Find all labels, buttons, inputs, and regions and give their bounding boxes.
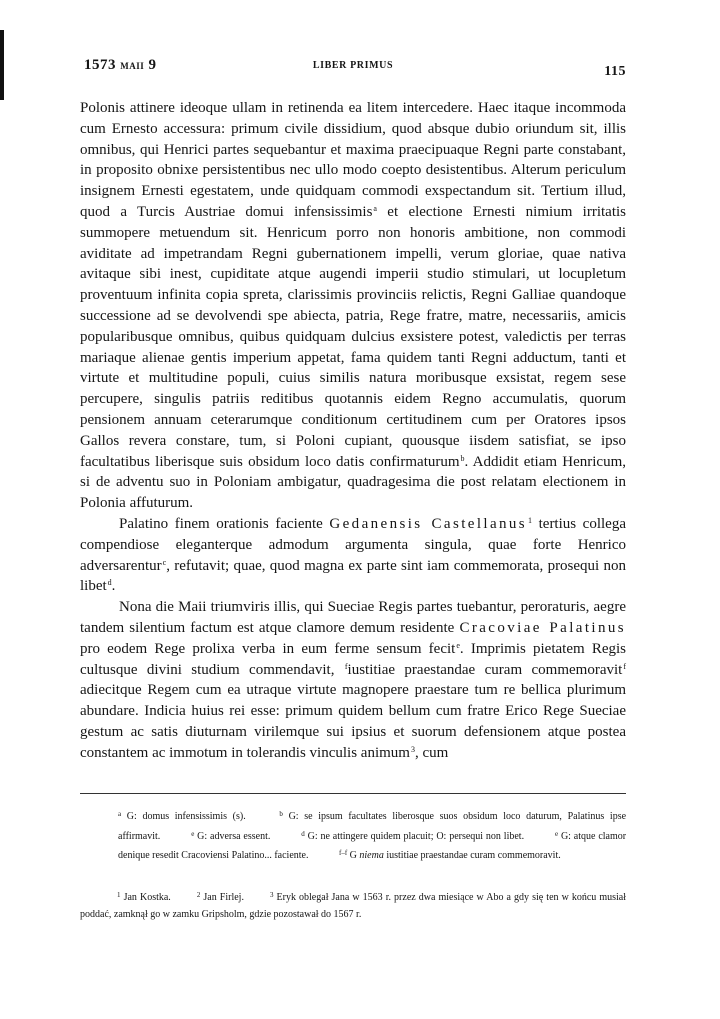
variant-sign: b (460, 453, 465, 463)
paragraph: Palatino finem orationis faciente Gedanensis Castellanus$^1$ tertius collega compendiose eleganterque admodum argumenta singula, quae forte Henrico adversarentur$^c$, refutavit; quae, quod magna ex parte sint iam commemorata, prosequi non libet$^d$. (80, 515, 626, 595)
variant-sign: f (623, 661, 626, 671)
footnote-rule (80, 793, 626, 794)
footnote: $^1$ Jan Kostka. (117, 891, 171, 903)
spaced-name: Cracoviae Palatinus (459, 619, 626, 636)
variant-sign: f (344, 661, 348, 671)
variant-note: $^e$ G: atque clamor denique resedit Cracoviensi Palatino... faciente. (118, 829, 627, 861)
footnote: $^3$ Eryk oblegał Jana w 1563 r. przez dwa miesiące w Abo a gdy się ten w końcu musiał poddać, zamknął go w zamku Gripsholm, gdzie pozostawał do 1567 r. (80, 891, 627, 920)
variant-note: $^b$ G: se ipsum facultates liberosque suos obsidum loco daturum, Palatinus ipse affirmavit. (118, 810, 627, 842)
paragraph: Polonis attinere ideoque ullam in retinenda ea litem intercedere. Haec itaque incommoda cum Ernesto accessura: primum civile dissidium, quod absque dubio oriundum sit, illis omnibus, qui Henrici partes sequebantur et maxima praecipuaque Regni parte constabant, in proposito obnixe persistentibus nec ullo modo coepto desistentibus. Alterum periculum insignem Ernesti egestatem, unde quidquam commodi exspectandum sit. Tertium illud, quod a Turcis Austriae domui infensissimis$^a$ et electione Ernesti nimium irritatis summopere metuendum sit. Henricum porro non honoris ambitione, non commodi aviditate ad impetrandam Regni gubernationem impelli, verum gloriae, quae nativa avitaque sibi inest, cupiditate atque augendi imperii studio stimulari, ut locupletum proventuum infinita copia spreta, clarissimis provinciis relictis, Regni Galliae quandoque successione ad se devolvendi spe abiecta, patria, Rege fratre, matre, necessariis, amicis popularibusque omnibus, quibus quidquam dulcius exsistere potest, valedictis per terras mariaque alienae gentis imperium appetat, fama quidem tanti Regni adductum, tanti et virtute et multitudine populi, cuius similis natura moribusque exsistat, regem sese percupere, singulis patriis reditibus quotannis eidem Regno accumulatis, quorum pensionem annuam ceterarumque conditionum certitudinem cum per Oratores ipsos Gallos revera constare, tum, si Poloni cupiant, quousque iisdem satisfiat, se ipso facultatibus liberisque suis obsidum loco datis confirmaturum$^b$. Addidit etiam Henricum, si de adventu suo in Poloniam ambigatur, quadragesima die post relatam electionem in Polonia affuturum. (80, 100, 626, 512)
variant-sign: a (373, 203, 377, 213)
variant-note: $^e$ G: adversa essent. (191, 829, 271, 842)
variant-note: $^d$ G: ne attingere quidem placuit; O: persequi non libet. (301, 829, 525, 842)
running-head-title: LIBER PRIMUS (312, 60, 394, 71)
variant-apparatus (118, 806, 626, 865)
body-text (80, 98, 626, 764)
variant-sign: c (162, 557, 167, 567)
footnote: $^2$ Jan Firlej. (196, 891, 244, 903)
running-head-year: 1573 (84, 57, 116, 73)
running-head-day: 9 (148, 57, 157, 73)
variant-sign: d (107, 578, 112, 588)
spaced-name: Gedanensis Castellanus (329, 515, 528, 532)
variant-note: $^a$ G: domus infensissimis (s). (118, 810, 246, 822)
variant-sign: e (456, 640, 460, 650)
footnote-block (80, 887, 626, 923)
variant-note: $^{f-f}$ G niema iustitiae praestandae curam commemoravit. (339, 849, 561, 861)
running-head-month: MAII (120, 61, 145, 71)
footnote-sign: 1 (528, 515, 533, 525)
page-spine-edge (0, 30, 4, 100)
footnote-sign: 3 (410, 744, 415, 754)
running-head (80, 57, 626, 87)
footnotes (80, 887, 626, 923)
book-page (80, 57, 626, 764)
paragraph: Nona die Maii triumviris illis, qui Sueciae Regis partes tuebantur, peroraturis, aegre tandem silentium factum est atque clamore demum residente Cracoviae Palatinus pro eodem Rege prolixa verba in eum ferme sensum fecit$^e$. Imprimis pietatem Regis cultusque divini studium commendavit, $^f$iustitiae praestandae curam commemoravit$^f$ adiecitque Regem cum ea utraque virtute magnopere praestare tum re bellica plurimum abundare. Indicia huius rei esse: primum quidem bellum cum fratre Erico Rege Sueciae gestum ac satis diuturnam virilemque sui ipsius et suorum defensionem atque postea constantem ac immotum in tolerandis vinculis animum$^3$, cum (80, 599, 626, 761)
page-number: 115 (604, 64, 626, 79)
